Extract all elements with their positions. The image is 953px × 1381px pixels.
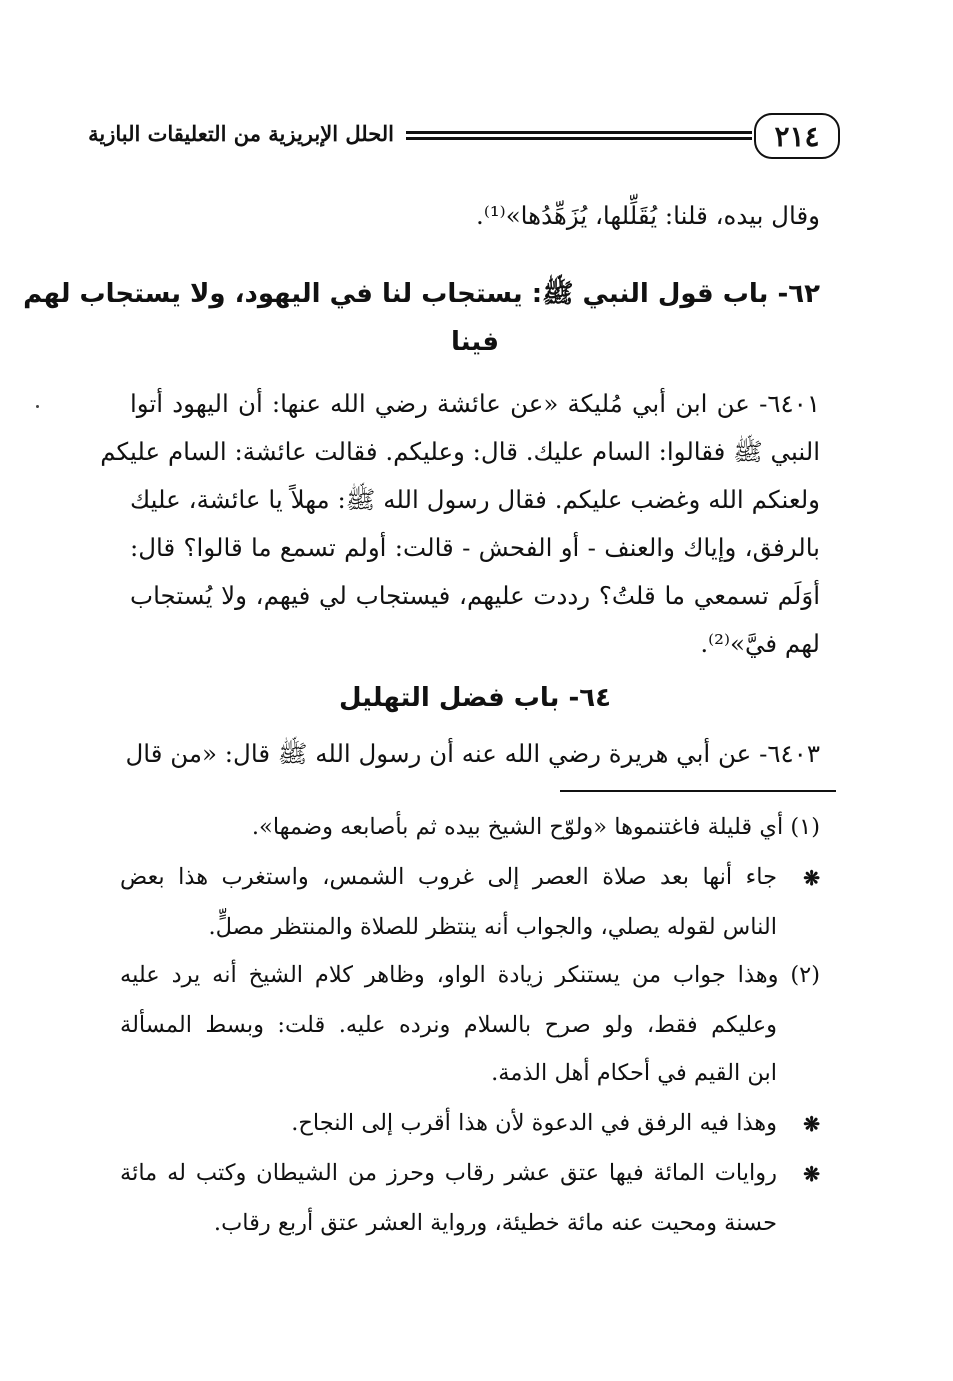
footnote-2-line: (٢) وهذا جواب من يستنكر زيادة الواو، وظاهر كلام الشيخ أنه يرد عليه <box>120 962 820 988</box>
chapter-heading-64: ٦٤- باب فضل التهليل <box>338 683 612 713</box>
hadith-6403-line: ٦٤٠٣- عن أبي هريرة رضي الله عنه أن رسول الله ﷺ قال: «من قال <box>125 739 820 768</box>
note-b-line: وهذا فيه الرفق في الدعوة لأن هذا أقرب إلى النجاح. <box>291 1110 777 1136</box>
scan-speck <box>36 405 39 408</box>
footnote-separator <box>560 790 836 792</box>
hadith-6401-line: بالرفق، وإياك والعنف - أو الفحش - قالت: أولم تسمع ما قالوا؟ قال: <box>130 533 820 562</box>
running-title: الحلل الإبريزية من التعليقات البازية <box>88 121 394 146</box>
chapter-heading-62: ٦٢- باب قول النبي ﷺ: يستجاب لنا في اليهود، ولا يستجاب لهم <box>23 279 820 309</box>
header-double-rule <box>406 131 752 140</box>
footnote-2-line: ابن القيم في أحكام أهل الذمة. <box>491 1060 777 1086</box>
hadith-6401-line: ولعنكم الله وغضب عليكم. فقال رسول الله ﷺ: مهلاً يا عائشة، عليك <box>130 485 820 514</box>
note-a-line: جاء أنها بعد صلاة العصر إلى غروب الشمس، واستغرب هذا بعض <box>120 864 777 890</box>
note-c-line: حسنة ومحيت عنه مائة خطيئة، ورواية العشر عتق أربع رقاب. <box>213 1210 777 1236</box>
note-c-line: روايات المائة فيها عتق عشر رقاب وحرز من الشيطان وكتب له مائة <box>120 1160 777 1186</box>
footnote-1: (١) أي قليلة فاغتنموها «ولوّح الشيخ بيده ثم بأصابعه وضمها». <box>251 814 820 840</box>
footnote-2-line: وعليكم فقط، ولو صرح بالسلام ونرده عليه. قلت: وبسط المسألة <box>120 1012 777 1038</box>
asterism-icon: ❋ <box>803 866 820 890</box>
text-line: وقال بيده، قلنا: يُقَلِّلها، يُزَهِّدُها»⁽¹⁾. <box>476 201 820 230</box>
hadith-6401-line: ٦٤٠١- عن ابن أبي مُليكة «عن عائشة رضي الله عنها: أن اليهود أتوا <box>130 389 820 418</box>
chapter-heading-62-cont: فينا <box>450 327 499 357</box>
hadith-6401-line: أوَلَم تسمعي ما قلتُ؟ رددت عليهم، فيستجاب لي فيهم، ولا يُستجاب <box>130 581 820 610</box>
note-a-line: الناس لقوله يصلي، والجواب أنه ينتظر للصلاة والمنتظر مصلٍّ. <box>208 914 777 940</box>
hadith-6401-line: النبي ﷺ فقالوا: السام عليك. قال: وعليكم. فقالت عائشة: السام عليكم <box>100 437 820 466</box>
page-number-badge: ٢١٤ <box>754 113 840 159</box>
page-header <box>88 113 840 161</box>
asterism-icon: ❋ <box>803 1162 820 1186</box>
hadith-6401-line: لهم فيَّ»⁽²⁾. <box>700 629 820 658</box>
asterism-icon: ❋ <box>803 1112 820 1136</box>
